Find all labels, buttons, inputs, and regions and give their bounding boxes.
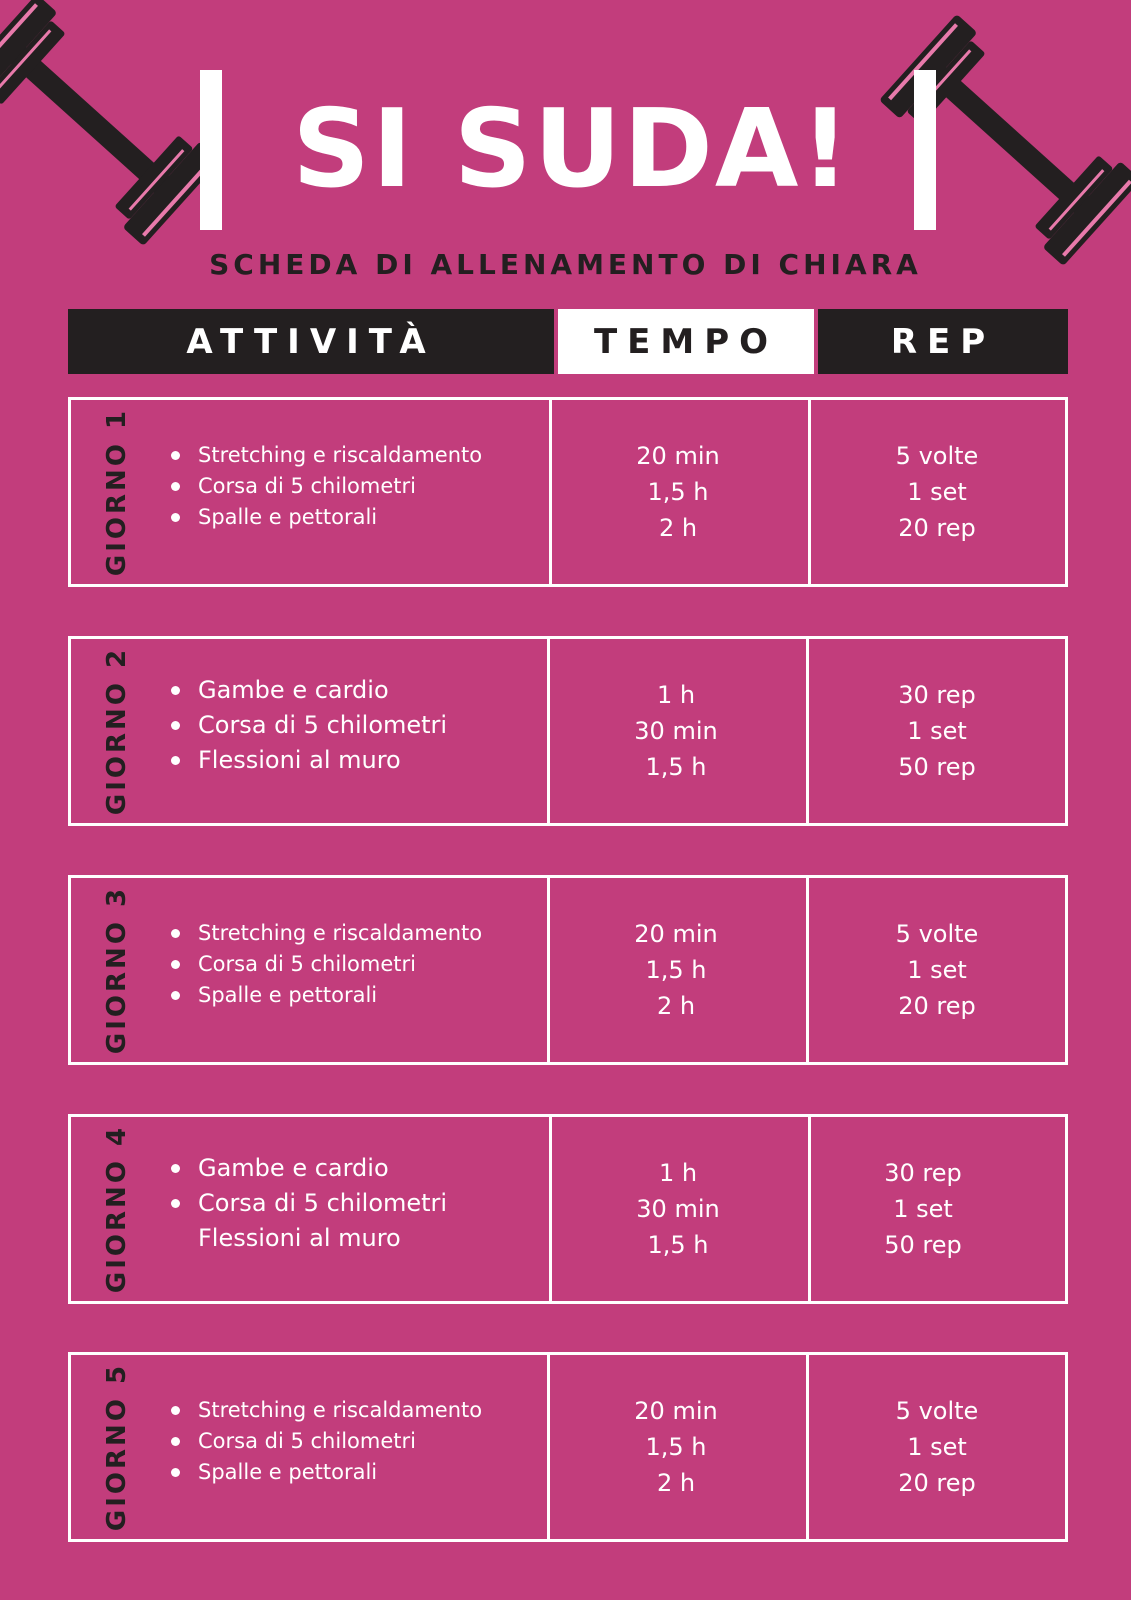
list-item: Corsa di 5 chilometri: [171, 708, 531, 743]
rep-values: [811, 400, 1063, 584]
time-value: 30 min: [636, 1195, 720, 1223]
bullet-icon: [171, 1468, 180, 1477]
list-item: Spalle e pettorali: [171, 1457, 531, 1488]
list-item: Gambe e cardio: [171, 673, 531, 708]
time-value: 1 h: [658, 1159, 698, 1187]
time-values: [550, 1355, 802, 1539]
time-value: 1,5 h: [645, 956, 707, 984]
bullet-icon: [171, 721, 180, 730]
day-label: GIORNO 3: [102, 885, 132, 1055]
rep-value: 30 rep: [898, 681, 976, 709]
column-divider: [806, 1355, 809, 1539]
time-value: 2 h: [658, 514, 698, 542]
list-item: Flessioni al muro: [198, 1223, 401, 1252]
time-values: [550, 878, 802, 1062]
list-item: Spalle e pettorali: [171, 502, 531, 533]
rep-value: 50 rep: [898, 753, 976, 781]
activity-list: [171, 1355, 531, 1539]
page-title: SI SUDA!: [292, 87, 852, 212]
bullet-icon: [171, 1437, 180, 1446]
activity-list: [171, 639, 531, 823]
rep-value: 5 volte: [895, 920, 979, 948]
column-divider: [806, 639, 809, 823]
time-values: [552, 1117, 804, 1301]
bullet-icon: [171, 960, 180, 969]
bullet-icon: [171, 929, 180, 938]
rep-value: 20 rep: [898, 992, 976, 1020]
time-values: [550, 639, 802, 823]
rep-value: 50 rep: [884, 1231, 962, 1259]
time-value: 20 min: [634, 1397, 718, 1425]
day-block: [68, 1114, 1068, 1304]
list-item: Stretching e riscaldamento: [171, 1395, 531, 1426]
day-label: GIORNO 4: [102, 1124, 132, 1294]
list-item: Gambe e cardio: [171, 1151, 531, 1186]
list-item: Corsa di 5 chilometri: [171, 471, 531, 502]
day-block: [68, 1352, 1068, 1542]
bullet-icon: [171, 451, 180, 460]
column-header-activity: ATTIVITÀ: [68, 309, 554, 374]
rep-value: 20 rep: [898, 514, 976, 542]
time-value: 30 min: [634, 717, 718, 745]
day-block: [68, 875, 1068, 1065]
list-item: Stretching e riscaldamento: [171, 918, 531, 949]
rep-value: 1 set: [907, 956, 967, 984]
list-item: Stretching e riscaldamento: [171, 440, 531, 471]
time-value: 1,5 h: [645, 753, 707, 781]
list-item: Corsa di 5 chilometri: [171, 1186, 531, 1221]
rep-value: 1 set: [907, 478, 967, 506]
rep-value: 30 rep: [884, 1159, 962, 1187]
column-header-rep: REP: [818, 309, 1068, 374]
list-item: Corsa di 5 chilometri: [171, 1426, 531, 1457]
rep-value: 20 rep: [898, 1469, 976, 1497]
bullet-icon: [171, 756, 180, 765]
rep-value: 1 set: [907, 1433, 967, 1461]
activity-list: [171, 1117, 531, 1301]
activity-list: [171, 400, 531, 584]
column-divider: [806, 878, 809, 1062]
time-value: 20 min: [634, 920, 718, 948]
day-label: GIORNO 5: [102, 1362, 132, 1532]
day-block: [68, 636, 1068, 826]
bullet-icon: [171, 1164, 180, 1173]
list-item: Corsa di 5 chilometri: [171, 949, 531, 980]
time-value: 1,5 h: [645, 1433, 707, 1461]
time-value: 2 h: [656, 992, 696, 1020]
time-value: 20 min: [636, 442, 720, 470]
rep-value: 5 volte: [895, 1397, 979, 1425]
rep-values: [811, 1355, 1063, 1539]
bullet-icon: [171, 991, 180, 1000]
page-subtitle: SCHEDA DI ALLENAMENTO DI CHIARA: [209, 248, 922, 281]
time-value: 1,5 h: [647, 478, 709, 506]
time-value: 1,5 h: [647, 1231, 709, 1259]
rep-values: [811, 878, 1063, 1062]
rep-values: [797, 1117, 1049, 1301]
day-block: [68, 397, 1068, 587]
column-header-time: TEMPO: [558, 309, 814, 374]
time-values: [552, 400, 804, 584]
day-label: GIORNO 2: [102, 646, 132, 816]
time-value: 2 h: [656, 1469, 696, 1497]
list-item: Spalle e pettorali: [171, 980, 531, 1011]
bullet-icon: [171, 482, 180, 491]
bullet-icon: [171, 513, 180, 522]
activity-list: [171, 878, 531, 1062]
list-item: Flessioni al muro: [171, 743, 531, 778]
rep-value: 1 set: [907, 717, 967, 745]
time-value: 1 h: [656, 681, 696, 709]
day-label: GIORNO 1: [102, 407, 132, 577]
bullet-icon: [171, 686, 180, 695]
rep-value: 1 set: [893, 1195, 953, 1223]
rep-values: [811, 639, 1063, 823]
bullet-icon: [171, 1406, 180, 1415]
title-accent-bar: [200, 70, 222, 230]
bullet-icon: [171, 1199, 180, 1208]
title-accent-bar: [914, 70, 936, 230]
rep-value: 5 volte: [895, 442, 979, 470]
